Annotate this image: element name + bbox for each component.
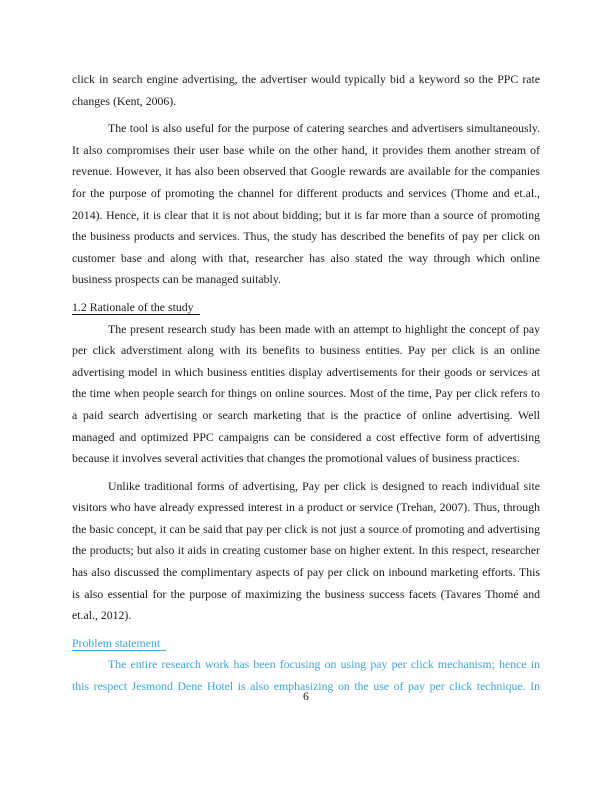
document-body — [72, 69, 540, 704]
heading-rationale-text: 1.2 Rationale of the study — [72, 300, 200, 315]
heading-problem-statement — [72, 633, 540, 655]
heading-rationale-of-study — [72, 297, 540, 319]
paragraph-problem-statement: The entire research work has been focusing on using pay per click mechanism; hence in this respect Jesmond Dene Hotel is also emphasizing on the use of pay per click technique. In — [72, 657, 540, 694]
paragraph-unlike-traditional: Unlike traditional forms of advertising, Pay per click is designed to reach individual site visitors who have already expressed interest in a product or service (Trehan, 2007). Thus, through the basic concept, it can be said that pay per click is not just a source of promoting and advertising the products; but also it aids in creating customer base on higher extent. In this respect, researcher has also discussed the complimentary aspects of pay per click on inbound marketing efforts. This is also essential for the purpose of maximizing the business success facets (Tavares Thomé and et.al., 2012). — [72, 478, 540, 623]
heading-problem-statement-text: Problem statement — [72, 636, 166, 651]
paragraph-rationale: The present research study has been made with an attempt to highlight the concept of pay per click adverstiment along with its benefits to business entities. Pay per click is an online advertising model in which business entities display advertisements for their goods or services at the time when people search for things on online sources. Most of the time, Pay per click refers to a paid search advertising or search marketing that is the practice of online advertising. Well managed and optimized PPC campaigns can be considered a cost effective form of advertising because it involves several activities that changes the promotional values of business practices. — [72, 321, 540, 466]
paragraph-ppc-rate-continuation: click in search engine advertising, the advertiser would typically bid a keyword so the PPC rate changes (Kent, 2006). — [72, 72, 540, 108]
page-number: 6 — [303, 689, 309, 703]
paragraph-tool-usefulness: The tool is also useful for the purpose of catering searches and advertisers simultaneously. It also compromises their user base while on the other hand, it provides them another stream of revenue. However, it has also been observed that Google rewards are available for the companies for the purpose of promoting the channel for different products and services (Thome and et.al., 2014). Hence, it is clear that it is not about bidding; but it is far more than a source of promoting the business products and services. Thus, the study has described the benefits of pay per click on customer base and along with that, researcher has also stated the way through which online business prospects can be managed suitably. — [72, 121, 540, 287]
